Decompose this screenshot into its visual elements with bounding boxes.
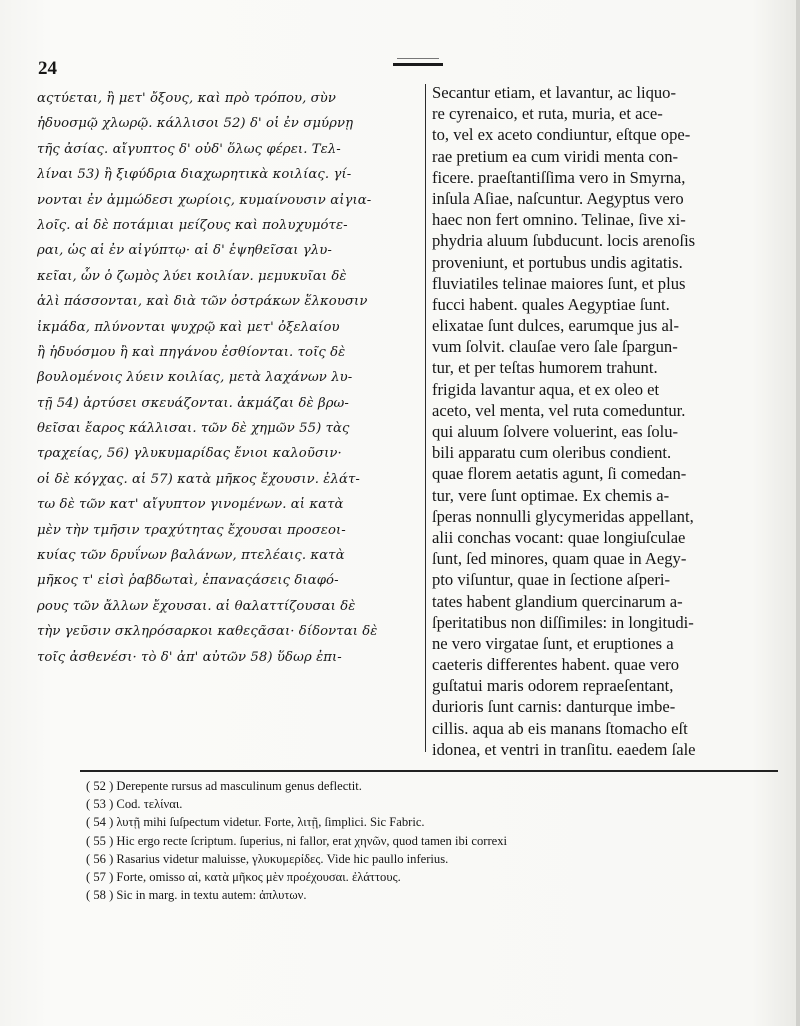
- footnote-54: ( 54 ) λυτῇ mihi ſuſpectum videtur. Forte, λιτῇ, ſimplici. Sic Fabric.: [86, 815, 425, 830]
- footnote-55: ( 55 ) Hic ergo recte ſcriptum. ſuperius, ni fallor, erat χηνῶν, quod tamen ibi correxi: [86, 833, 508, 848]
- latin-line: ſunt, ſed minores, quam quae in Aegy-: [432, 549, 687, 569]
- header-rule: [393, 63, 443, 66]
- footnotes: [86, 777, 736, 904]
- latin-line: guſtatui maris odorem repraeſentant,: [432, 676, 674, 696]
- greek-line: ρους τῶν ἄλλων ἔχουσαι. αἱ θαλαττίζουσαι δὲ: [37, 598, 356, 614]
- greek-line: τοῖς ἀσθενέσι· τὸ δ' ἀπ' αὐτῶν 58) ὕδωρ ἐπι-: [37, 649, 342, 665]
- latin-line: caeteris differentes habent. quae vero: [432, 655, 680, 675]
- greek-line: τὴν γεῦσιν σκληρόσαρκοι καθεςᾶσαι· δίδονται δὲ: [37, 624, 378, 640]
- latin-line: rae pretium ea cum viridi menta con-: [432, 146, 679, 166]
- latin-line: phydria aluum ſubducunt. locis arenoſis: [432, 231, 696, 251]
- scan-edge: [796, 0, 800, 1026]
- greek-line: ἢ ἡδυόσμου ἢ καὶ πηγάνου ἐσθίονται. τοῖς δὲ: [37, 344, 346, 360]
- greek-line: οἱ δὲ κόγχας. αἱ 57) κατὰ μῆκος ἔχουσιν. ἐλάτ-: [37, 471, 360, 487]
- latin-line: ne vero virgatae ſunt, et eruptiones a: [432, 633, 674, 653]
- latin-line: re cyrenaico, et ruta, muria, et ace-: [432, 104, 663, 124]
- latin-line: qui aluum ſolvere voluerint, eas ſolu-: [432, 422, 679, 441]
- latin-line: aceto, vel menta, vel ruta comeduntur.: [432, 400, 686, 420]
- latin-line: durioris ſunt carnis: danturque imbe-: [432, 697, 676, 717]
- latin-line: ficere. praeſtantiſſima vero in Smyrna,: [432, 167, 686, 187]
- latin-line: tates habent glandium quercinarum a-: [432, 591, 683, 611]
- latin-line: fluviatiles telinae maiores ſunt, et plus: [432, 273, 686, 293]
- footnote-58: ( 58 ) Sic in marg. in textu autem: ἀπλυτων.: [86, 888, 307, 903]
- latin-line: haec non fert omnino. Telinae, ſive xi-: [432, 210, 686, 230]
- greek-column: [37, 86, 417, 670]
- greek-line: τῆς ἀσίας. αἴγυπτος δ' οὐδ' ὅλως φέρει. Τελ-: [37, 141, 341, 157]
- latin-line: Secantur etiam, et lavantur, ac liquo-: [432, 83, 676, 102]
- greek-line: ἰκμάδα, πλύνονται ψυχρῷ καὶ μετ' ὀξελαίου: [37, 319, 340, 335]
- latin-line: pto viſuntur, quae in ſectione aſperi-: [432, 570, 671, 590]
- latin-line: fucci habent. quales Aegyptiae ſunt.: [432, 294, 670, 314]
- latin-line: ſperas nonnulli glycymeridas appellant,: [432, 506, 694, 526]
- greek-line: ἁλὶ πάσσονται, καὶ διὰ τῶν ὀστράκων ἕλκουσιν: [37, 294, 368, 310]
- latin-line: tur, et per teſtas humorem trahunt.: [432, 358, 658, 378]
- latin-line: bili apparatu cum oleribus condient.: [432, 443, 672, 463]
- footnote-rule: [80, 770, 778, 772]
- latin-column: [432, 82, 788, 760]
- greek-line: μὲν τὴν τμῆσιν τραχύτητας ἔχουσαι προσεοι-: [37, 522, 346, 538]
- latin-line: quae florem aetatis agunt, ſi comedan-: [432, 464, 687, 484]
- greek-line: ἡδυοσμῷ χλωρῷ. κάλλισοι 52) δ' οἱ ἐν σμύρνῃ: [37, 116, 354, 132]
- latin-line: proveniunt, et portubus undis agitatis.: [432, 252, 683, 272]
- latin-line: to, vel ex aceto condiuntur, eſtque ope-: [432, 125, 691, 145]
- greek-line: τραχείας, 56) γλυκυμαρίδας ἔνιοι καλοῦσιν·: [37, 446, 342, 462]
- footnote-56: ( 56 ) Rasarius videtur maluisse, γλυκυμερίδες. Vide hic paullo inferius.: [86, 851, 449, 866]
- greek-line: λοῖς. αἱ δὲ ποτάμιαι μείζους καὶ πολυχυμότε-: [37, 217, 348, 233]
- footnote-52: ( 52 ) Derepente rursus ad masculinum genus deflectit.: [86, 779, 362, 793]
- latin-line: ſperitatibus non diſſimiles: in longitudi-: [432, 612, 694, 632]
- column-divider: [425, 84, 426, 752]
- header-rule-thin: [397, 58, 439, 59]
- latin-line: tur, vere ſunt optimae. Ex chemis a-: [432, 485, 670, 505]
- greek-line: βουλομένοις λύειν κοιλίας, μετὰ λαχάνων λυ-: [37, 370, 353, 386]
- greek-line: κεῖαι, ὧν ὁ ζωμὸς λύει κοιλίαν. μεμυκυῖαι δὲ: [37, 268, 347, 284]
- greek-line: νονται ἐν ἀμμώδεσι χωρίοις, κυμαίνουσιν αἰγια-: [37, 192, 372, 208]
- latin-line: frigida lavantur aqua, et ex oleo et: [432, 379, 660, 399]
- greek-line: τῇ 54) ἀρτύσει σκευάζονται. ἀκμάζαι δὲ βρω-: [37, 395, 349, 411]
- footnote-53: ( 53 ) Cod. τελίναι.: [86, 797, 183, 812]
- greek-line: αςτύεται, ἢ μετ' ὄξους, καὶ πρὸ τρόπου, σὺν: [37, 91, 337, 106]
- greek-line: θεῖσαι ἔαρος κάλλισαι. τῶν δὲ χημῶν 55) τὰς: [37, 421, 350, 437]
- latin-line: elixatae ſunt dulces, earumque jus al-: [432, 316, 679, 336]
- greek-line: τω δὲ τῶν κατ' αἴγυπτον γινομένων. αἱ κατὰ: [37, 497, 344, 513]
- latin-line: alii conchas vocant: quae longiuſculae: [432, 527, 686, 547]
- latin-line: idonea, et ventri in tranſitu. eaedem ſale: [432, 739, 696, 759]
- latin-line: cillis. aqua ab eis manans ſtomacho eſt: [432, 718, 688, 738]
- greek-line: λίναι 53) ἢ ξιφύδρια διαχωρητικὰ κοιλίας. γί-: [37, 167, 352, 183]
- footnote-57: ( 57 ) Forte, omisso αἱ, κατὰ μῆκος μὲν προέχουσαι. ἐλάττους.: [86, 869, 401, 884]
- greek-line: μῆκος τ' εἰσὶ ῥαβδωταὶ, ἐπαναςάσεις διαφό-: [37, 573, 339, 589]
- greek-line: κυίας τῶν δρυΐνων βαλάνων, πτελέαις. κατὰ: [37, 548, 345, 564]
- greek-line: ραι, ὡς αἱ ἐν αἰγύπτῳ· αἱ δ' ἑψηθεῖσαι γλυ-: [37, 243, 332, 259]
- latin-line: vum ſolvit. clauſae vero ſale ſpargun-: [432, 337, 678, 357]
- page-number: 24: [38, 58, 57, 79]
- latin-line: inſula Aſiae, naſcuntur. Aegyptus vero: [432, 188, 684, 208]
